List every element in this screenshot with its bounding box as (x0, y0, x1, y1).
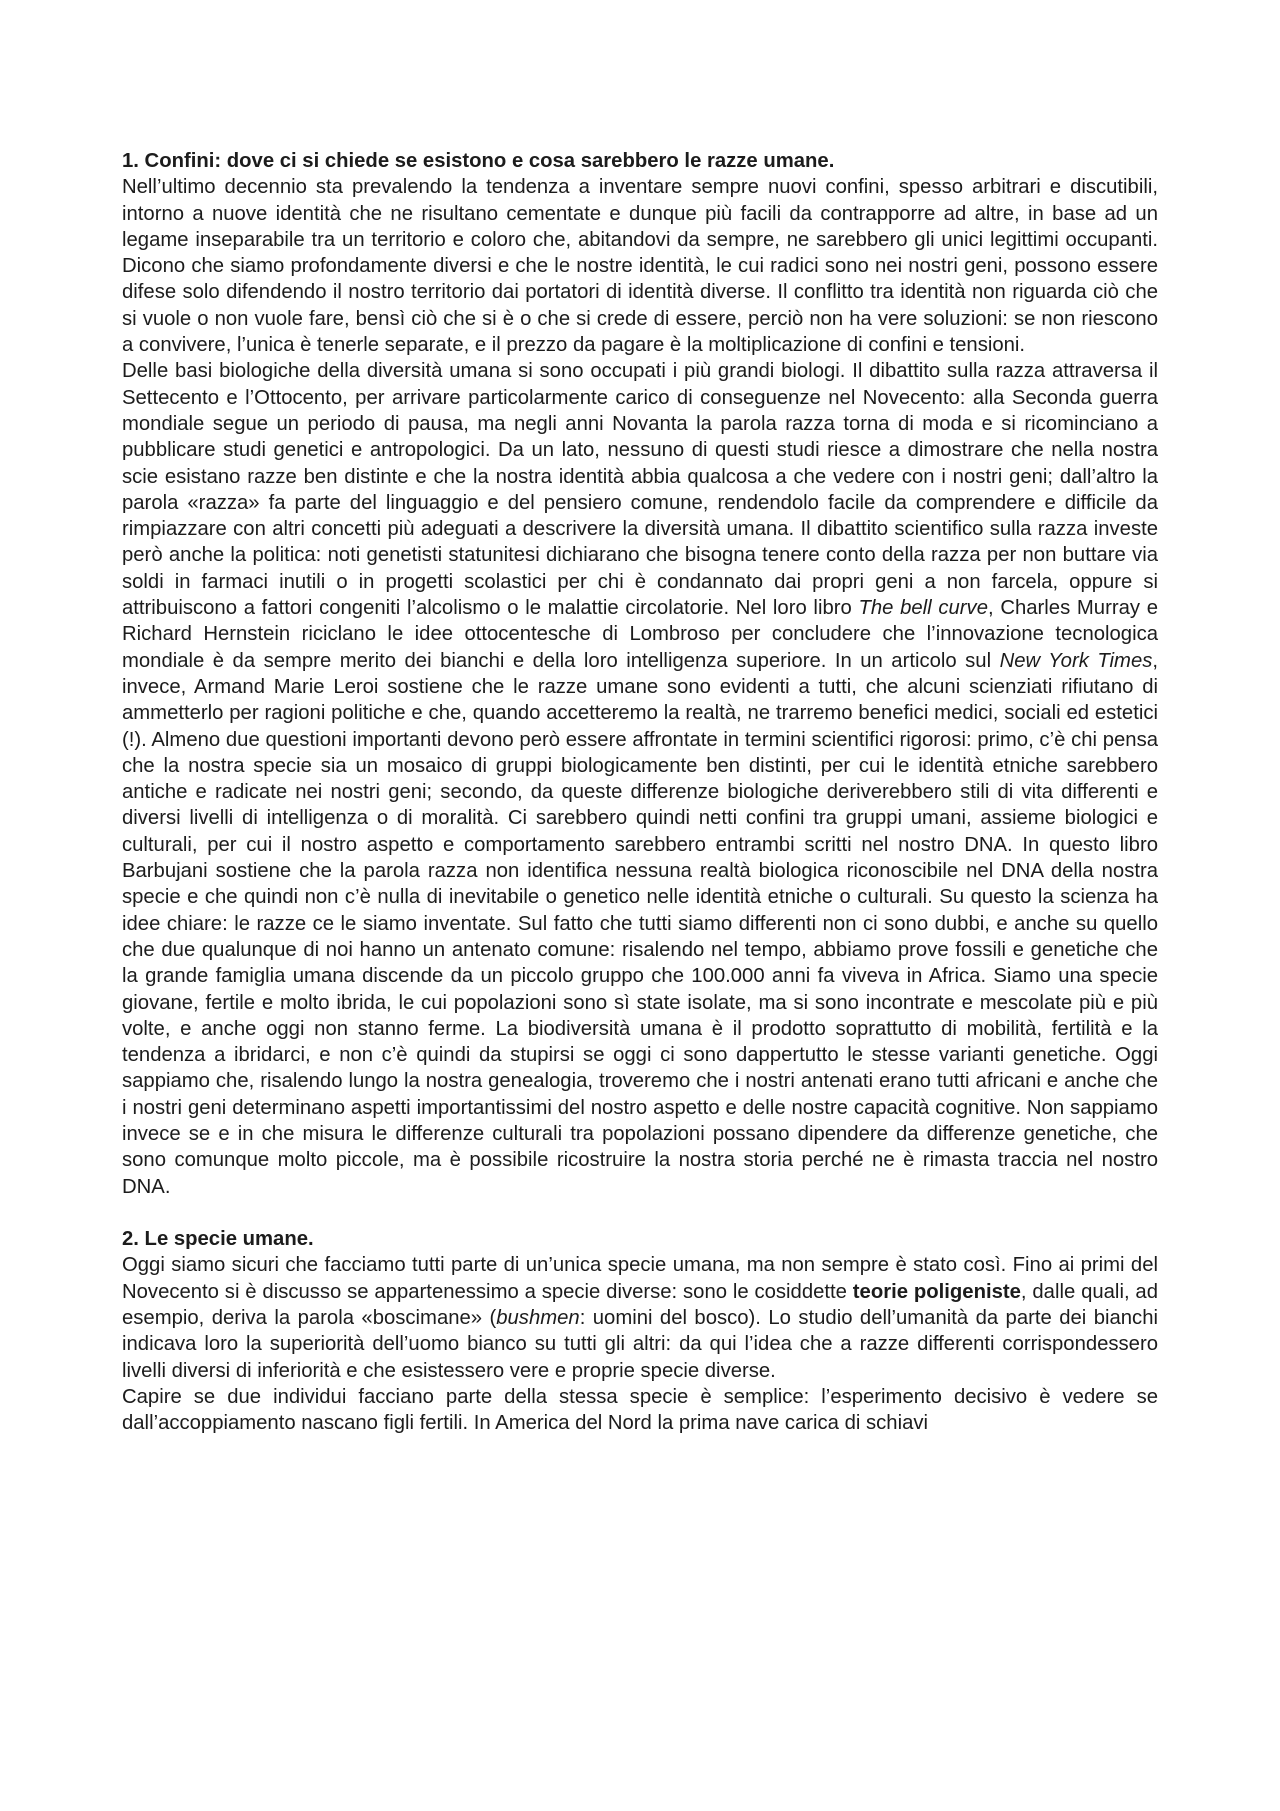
section-1-paragraph-1: Nell’ultimo decennio sta prevalendo la tendenza a inventare sempre nuovi confini, spesso arbitrari e discutibili, intorno a nuove identità che ne risultano cementate e dunque più facili da contrapporre ad altre, in base ad un legame inseparabile tra un territorio e coloro che, abitandovi da sempre, ne sarebbero gli unici legittimi occupanti. Dicono che siamo profondamente diversi e che le nostre identità, le cui radici sono nei nostri geni, possono essere difese solo difendendo il nostro territorio dai portatori di identità diverse. Il conflitto tra identità non riguarda ciò che si vuole o non vuole fare, bensì ciò che si è o che si crede di essere, perciò non ha vere soluzioni: se non riescono a convivere, l’unica è tenerle separate, e il prezzo da pagare è la moltiplicazione di confini e tensioni. (122, 176, 1158, 357)
document-page (122, 148, 1158, 1437)
text-run: Oggi siamo sicuri che facciamo tutti parte di un’unica specie umana, ma non sempre è stato così. Fino ai primi del Novecento si è discusso se appartenessimo a specie diverse: sono le cosiddette (122, 1254, 1158, 1303)
newspaper-title: New York Times (999, 649, 1153, 672)
section-2-heading: 2. Le specie umane. (122, 1228, 314, 1251)
text-run: , Charles Murray e Richard Hernstein riciclano le idee ottocentesche di Lombroso per concludere che l’innovazione tecnologica mondiale è da sempre merito dei bianchi e della loro intelligenza superiore. In un articolo sul (122, 597, 1158, 672)
section-2-paragraph-1 (122, 1252, 1158, 1383)
text-run: , dalle quali, ad esempio, deriva la parola «boscimane» ( (122, 1280, 1158, 1330)
text-run: , invece, Armand Marie Leroi sostiene che le razze umane sono evidenti a tutti, che alcuni scienziati rifiutano di ammetterlo per ragioni politiche e che, quando accetteremo la realtà, ne trarremo benefici medici, sociali ed estetici (!). Almeno due questioni importanti devono però essere affrontate in termini scientifici rigorosi: primo, c’è chi pensa che la nostra specie sia un mosaico di gruppi biologicamente ben distinti, per cui le identità etniche sarebbero antiche e radicate nei nostri geni; secondo, da queste differenze biologiche deriverebbero stili di vita differenti e diversi livelli di intelligenza o di moralità. Ci sarebbero quindi netti confini tra gruppi umani, assieme biologici e culturali, per cui il nostro aspetto e comportamento sarebbero entrambi scritti nel nostro DNA. In questo libro Barbujani sostiene che la parola razza non identifica nessuna realtà biologica riconoscibile nel DNA della nostra specie e che quindi non c’è nulla di inevitabile o genetico nelle identità etniche o culturali. Su questo la scienza ha idee chiare: le razze ce le siamo inventate. Sul fatto che tutti siamo differenti non ci sono dubbi, e anche su quello che due qualunque di noi hanno un antenato comune: risalendo nel tempo, abbiamo prove fossili e genetiche che la grande famiglia umana discende da un piccolo gruppo che 100.000 anni fa viveva in Africa. Siamo una specie giovane, fertile e molto ibrida, le cui popolazioni sono sì state isolate, ma si sono incontrate e mescolate più e più volte, e anche oggi non stanno ferme. La biodiversità umana è il prodotto soprattutto di mobilità, fertilità e la tendenza a ibridarci, e non c’è quindi da stupirsi se oggi ci sono dappertutto le stesse varianti genetiche. Oggi sappiamo che, risalendo lungo la nostra genealogia, troveremo che i nostri antenati erano tutti africani e anche che i nostri geni determinano aspetti importantissimi del nostro aspetto e delle nostre capacità cognitive. Non sappiamo invece se e in che misura le differenze culturali tra popolazioni possano dipendere da differenze genetiche, che sono comunque molto piccole, ma è possibile ricostruire la nostra storia perché ne è rimasta traccia nel nostro DNA. (122, 649, 1159, 1198)
text-run: : uomini del bosco). Lo studio dell’umanità da parte dei bianchi indicava loro la superiorità dell’uomo bianco su tutti gli altri: da qui l’idea che a razze differenti corrispondessero livelli diversi di inferiorità e che esistessero vere e proprie specie diverse. (122, 1307, 1158, 1382)
section-1-heading: 1. Confini: dove ci si chiede se esistono e cosa sarebbero le razze umane. (122, 150, 835, 172)
book-title: The bell curve (858, 597, 988, 620)
section-1-paragraph-2 (122, 358, 1158, 1200)
italic-word: bushmen (496, 1307, 580, 1330)
section-2-paragraph-2: Capire se due individui facciano parte della stessa specie è semplice: l’esperimento decisivo è vedere se dall’accoppiamento nascano figli fertili. In America del Nord la prima nave carica di schiavi (122, 1385, 1158, 1435)
text-run: Delle basi biologiche della diversità umana si sono occupati i più grandi biologi. Il dibattito sulla razza attraversa il Settecento e l’Ottocento, per arrivare particolarmente carico di conseguenze nel Novecento: alla Seconda guerra mondiale segue un periodo di pausa, ma negli anni Novanta la parola razza torna di moda e si ricominciano a pubblicare studi genetici e antropologici. Da un lato, nessuno di questi studi riesce a dimostrare che nella nostra scie esistano razze ben distinte e che la nostra identità abbia qualcosa a che vedere con i nostri geni; dall’altro la parola «razza» fa parte del linguaggio e del pensiero comune, rendendolo facile da comprendere e difficile da rimpiazzare con altri concetti più adeguati a descrivere la diversità umana. Il dibattito scientifico sulla razza investe però anche la politica: noti genetisti statunitesi dichiarano che bisogna tenere conto della razza per non buttare via soldi in farmaci inutili o in progetti scolastici per chi è condannato dai propri geni a non farcela, oppure si attribuiscono a fattori congeniti l’alcolismo o le malattie circolatorie. Nel loro libro (122, 360, 1158, 620)
section-spacer (122, 1200, 1158, 1226)
bold-term: teorie poligeniste (852, 1280, 1021, 1303)
